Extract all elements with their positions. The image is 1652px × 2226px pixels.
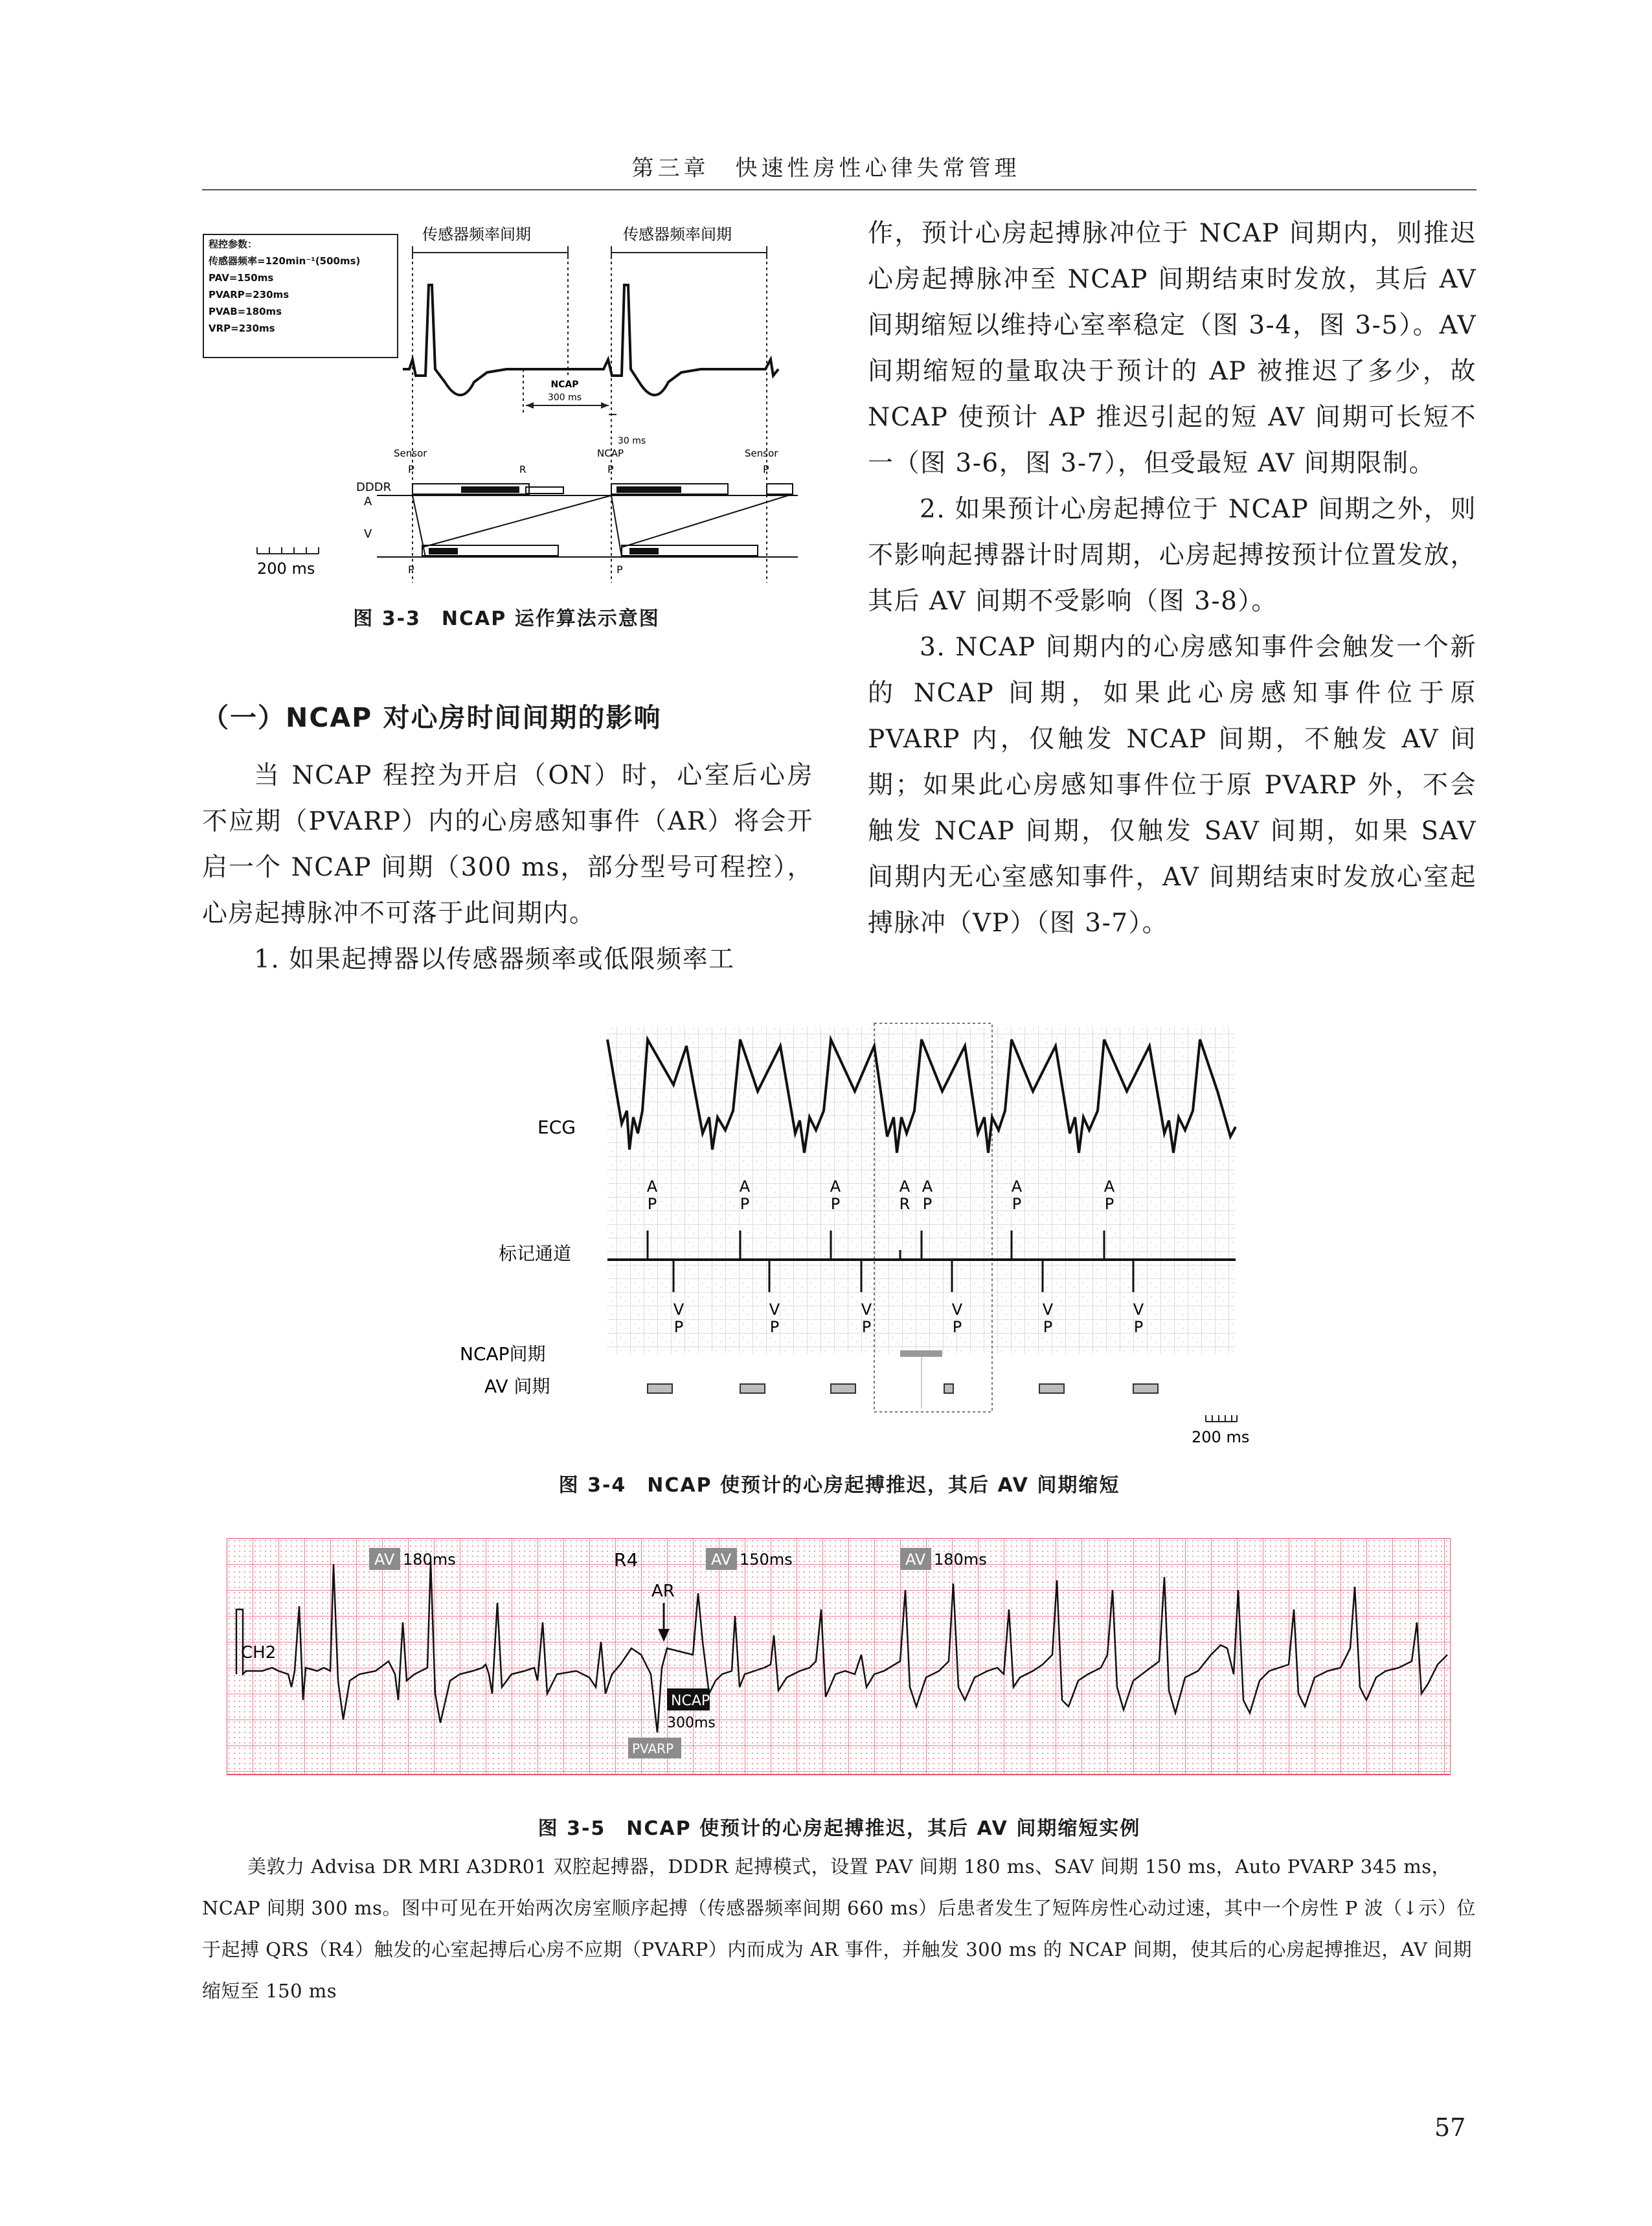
channel-label: CH2 xyxy=(241,1643,277,1663)
paragraph: 3. NCAP 间期内的心房感知事件会触发一个新的 NCAP 间期，如果此心房感知事件位于原 PVARP 内，仅触发 NCAP 间期，不触发 AV 间期；如果此心房感知事件位于原 PVARP 外，不会触发 NCAP 间期，仅触发 SAV 间期，如果 SAV 间期内无心室感知事件，AV 间期结束时发放心室起搏脉冲（VP）（图 3-7）。 xyxy=(868,633,1477,938)
section-heading: （一）NCAP 对心房时间间期的影响 xyxy=(202,702,662,733)
paragraph: 2. 如果预计心房起搏位于 NCAP 间期之外，则不影响起搏器计时周期，心房起搏按预计位置发放，其后 AV 间期不受影响（图 3-8）。 xyxy=(868,495,1477,616)
marker-vp: V xyxy=(1042,1300,1054,1319)
ncap-interval-label: NCAP间期 xyxy=(460,1343,546,1365)
marker-ar: A xyxy=(899,1177,911,1196)
marker-ap: P xyxy=(740,1195,750,1213)
av-interval-bars xyxy=(648,1384,1158,1393)
marker-vp: P xyxy=(769,1318,780,1336)
marker-vp: V xyxy=(769,1300,780,1319)
interval-label: 传感器频率间期 xyxy=(422,225,531,244)
marker-ap: P xyxy=(1012,1195,1022,1213)
marker-vp: P xyxy=(1043,1318,1053,1336)
ar-label: AR xyxy=(651,1582,675,1601)
marker-ap: A xyxy=(922,1177,933,1196)
marker-p: P xyxy=(617,563,623,576)
marker-vp: P xyxy=(673,1318,684,1336)
param-line: PAV=150ms xyxy=(209,272,274,284)
paragraph: 当 NCAP 程控为开启（ON）时，心室后心房不应期（PVARP）内的心房感知事件（AR）将会开启一个 NCAP 间期（300 ms，部分型号可程控），心房起搏脉冲不可落于此间期内。 xyxy=(202,761,813,928)
av-tag-label: AV xyxy=(374,1550,395,1569)
ncap-tag-label: NCAP xyxy=(671,1693,710,1709)
param-line: VRP=230ms xyxy=(209,323,275,334)
marker-vp: V xyxy=(861,1300,872,1319)
figure-3-4 xyxy=(453,1020,1250,1448)
marker-r: R xyxy=(519,464,526,475)
ecg-label: ECG xyxy=(537,1117,576,1138)
av-tag-label: AV xyxy=(905,1550,926,1569)
marker-ap: P xyxy=(830,1195,841,1213)
av-tag-label: AV xyxy=(711,1550,732,1569)
marker-ap: A xyxy=(1011,1177,1023,1196)
marker-vp: P xyxy=(952,1318,962,1336)
delay-ms: 30 ms xyxy=(618,436,646,446)
av-value: 180ms xyxy=(403,1550,456,1569)
marker-vp: V xyxy=(951,1300,963,1319)
ecg-grid xyxy=(227,1538,1451,1775)
scale-label: 200 ms xyxy=(1192,1428,1250,1446)
av-interval-label: AV 间期 xyxy=(484,1376,550,1397)
ncap-label: NCAP xyxy=(550,380,579,390)
param-line: PVARP=230ms xyxy=(209,289,289,301)
ecg-marker-figure xyxy=(453,1020,1250,1448)
row-a: A xyxy=(364,495,372,508)
ncap-algorithm-diagram xyxy=(202,220,811,583)
marker-sensor: Sensor xyxy=(745,448,778,459)
marker-vp: P xyxy=(861,1318,872,1336)
figure-3-3 xyxy=(202,220,811,583)
marker-ap: A xyxy=(830,1177,841,1196)
marker-p: P xyxy=(607,463,614,475)
marker-vp: P xyxy=(1133,1318,1144,1336)
figure-3-5-caption: 图 3-5 NCAP 使预计的心房起搏推迟，其后 AV 间期缩短实例 xyxy=(537,1817,1141,1840)
figure-3-3-caption: 图 3-3 NCAP 运作算法示意图 xyxy=(353,608,660,630)
marker-channel-label: 标记通道 xyxy=(499,1243,572,1264)
page-number: 57 xyxy=(1434,2113,1466,2142)
param-line: 传感器频率=120min⁻¹(500ms) xyxy=(209,255,361,267)
interval-label: 传感器频率间期 xyxy=(623,225,732,244)
header-divider xyxy=(202,189,1477,190)
ncap-ms: 300 ms xyxy=(547,392,582,403)
marker-ar: R xyxy=(899,1195,911,1213)
marker-ap: A xyxy=(1103,1177,1115,1196)
right-column-text xyxy=(868,210,1477,946)
marker-vp: V xyxy=(673,1300,685,1319)
ncap-ms: 300ms xyxy=(667,1715,716,1731)
running-header: 第三章 快速性房性心律失常管理 xyxy=(631,155,1021,181)
pvarp-tag-label: PVARP xyxy=(632,1741,674,1756)
row-v: V xyxy=(364,527,372,541)
param-line: PVAB=180ms xyxy=(209,306,282,317)
ecg-strip xyxy=(227,1538,1451,1778)
marker-sensor: Sensor xyxy=(394,448,427,459)
params-list xyxy=(208,238,360,334)
marker-p: P xyxy=(763,463,769,475)
scale-label: 200 ms xyxy=(257,560,315,578)
figure-3-5-note: 美敦力 Advisa DR MRI A3DR01 双腔起搏器，DDDR 起搏模式，设置 PAV 间期 180 ms、SAV 间期 150 ms，Auto PVARP 345 ms，NCAP 间期 300 ms。图中可见在开始两次房室顺序起搏（传感器频率间期 660 ms）后患者发生了短阵房性心动过速，其中一个房性 P 波（↓示）位于起搏 QRS（R4）触发的心室起搏后心房不应期（PVARP）内而成为 AR 事件，并触发 300 ms 的 NCAP 间期，使其后的心房起搏推迟，AV 间期缩短至 150 ms xyxy=(202,1856,1476,2002)
marker-ap: P xyxy=(1104,1195,1115,1213)
marker-p: P xyxy=(408,563,414,576)
av-value: 150ms xyxy=(740,1550,793,1569)
row-dddr: DDDR xyxy=(356,481,392,494)
marker-ncap: NCAP xyxy=(597,448,624,459)
paragraph: 1. 如果起搏器以传感器频率或低限频率工 xyxy=(254,945,735,974)
marker-vp: V xyxy=(1133,1300,1144,1319)
param-line: 程控参数： xyxy=(209,238,258,250)
marker-ap: P xyxy=(647,1195,657,1213)
marker-ap: P xyxy=(922,1195,933,1213)
av-value: 180ms xyxy=(934,1550,987,1569)
ncap-bar xyxy=(900,1350,942,1357)
figure-3-5 xyxy=(227,1538,1451,1778)
paragraph: 作，预计心房起搏脉冲位于 NCAP 间期内，则推迟心房起搏脉冲至 NCAP 间期结束时发放，其后 AV 间期缩短以维持心室率稳定（图 3-4，图 3-5）。AV 间期缩短的量取决于预计的 AP 被推迟了多少，故 NCAP 使预计 AP 推迟引起的短 AV 间期可长短不一（图 3-6，图 3-7），但受最短 AV 间期限制。 xyxy=(868,219,1477,478)
marker-ap: A xyxy=(646,1177,658,1196)
figure-3-4-caption: 图 3-4 NCAP 使预计的心房起搏推迟，其后 AV 间期缩短 xyxy=(558,1474,1120,1497)
marker-ap: A xyxy=(739,1177,751,1196)
r4-label: R4 xyxy=(614,1549,639,1571)
left-column-text xyxy=(202,753,813,982)
marker-p: P xyxy=(408,463,414,475)
